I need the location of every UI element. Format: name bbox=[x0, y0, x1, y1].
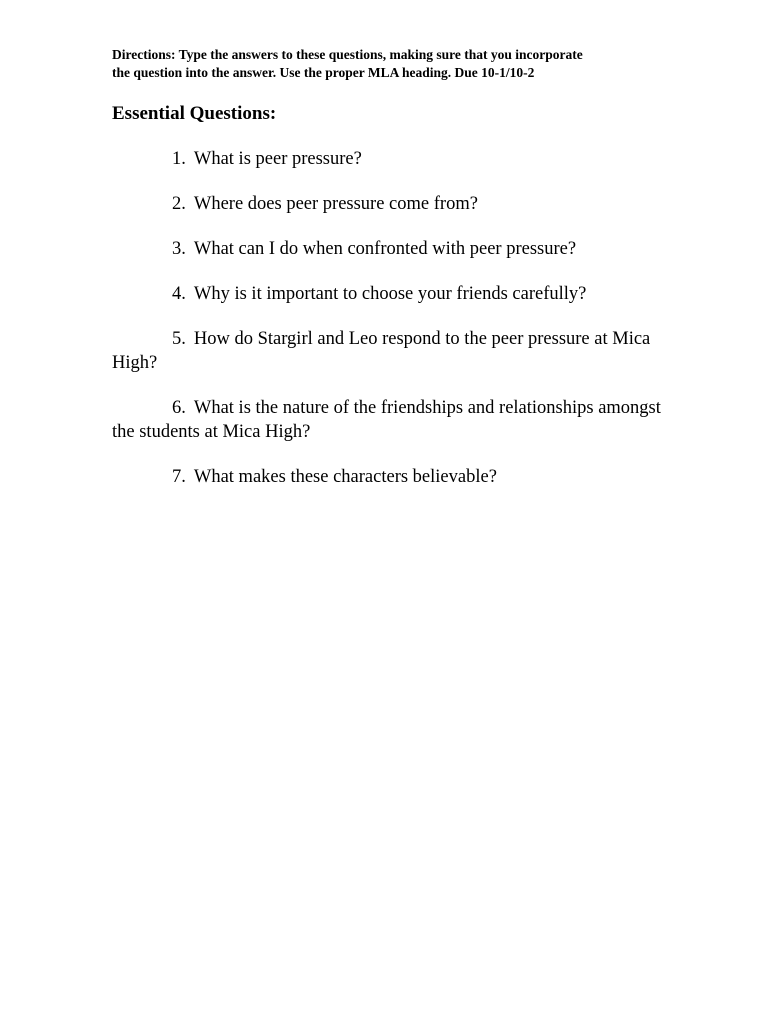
question-number: 6. bbox=[172, 398, 186, 418]
question-item bbox=[112, 237, 672, 261]
question-item bbox=[112, 282, 672, 306]
question-item bbox=[112, 465, 672, 489]
question-list bbox=[112, 147, 672, 510]
question-item bbox=[112, 327, 672, 375]
question-item bbox=[112, 147, 672, 171]
question-text: Why is it important to choose your friends carefully? bbox=[193, 284, 587, 304]
question-text: What is the nature of the friendships and relationships amongst the students at Mica High? bbox=[112, 398, 661, 442]
question-text: What makes these characters believable? bbox=[193, 467, 497, 487]
question-number: 3. bbox=[172, 239, 186, 259]
question-number: 2. bbox=[172, 194, 186, 214]
question-text: What is peer pressure? bbox=[193, 149, 362, 169]
question-number: 5. bbox=[172, 329, 186, 349]
question-number: 7. bbox=[172, 467, 186, 487]
directions-text: Directions: Type the answers to these questions, making sure that you incorporate the question into the answer. Use the proper MLA heading. Due 10-1/10-2 bbox=[112, 47, 583, 80]
question-item bbox=[112, 396, 672, 444]
question-item bbox=[112, 192, 672, 216]
question-text: What can I do when confronted with peer pressure? bbox=[193, 239, 577, 259]
question-number: 1. bbox=[172, 149, 186, 169]
question-text: How do Stargirl and Leo respond to the peer pressure at Mica High? bbox=[112, 329, 651, 373]
question-text: Where does peer pressure come from? bbox=[193, 194, 478, 214]
question-number: 4. bbox=[172, 284, 186, 304]
section-heading: Essential Questions: bbox=[112, 103, 277, 124]
